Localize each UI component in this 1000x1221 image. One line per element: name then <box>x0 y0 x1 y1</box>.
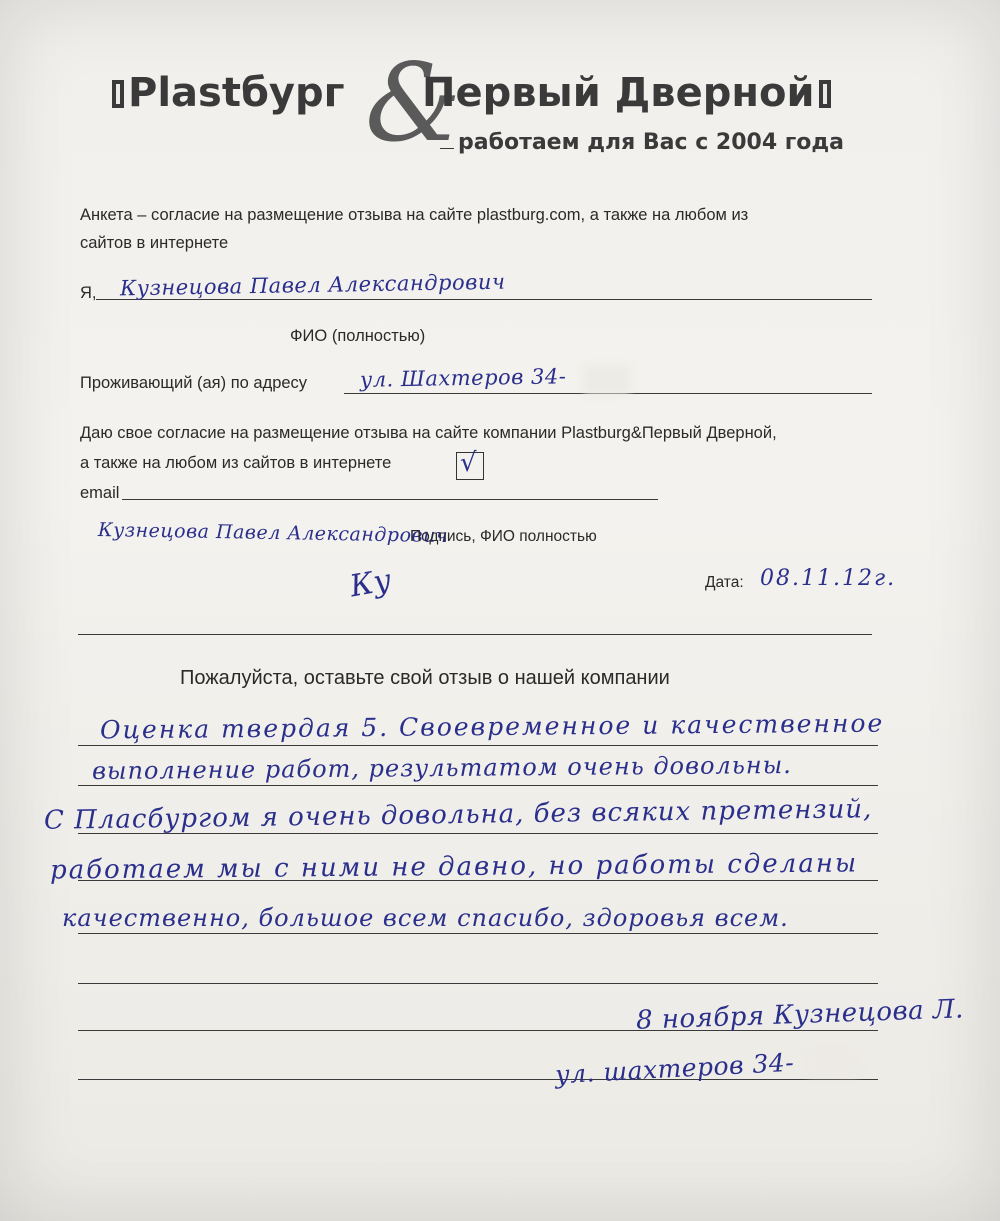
signature-mark: Ку <box>347 562 395 605</box>
name-underline <box>96 299 872 300</box>
name-prefix: Я, <box>80 284 97 302</box>
logo-tagline: работаем для Вас с 2004 года <box>458 130 845 155</box>
separator-line <box>78 634 872 635</box>
consent-line-1: Даю свое согласие на размещение отзыва на сайте компании Plastburg&Первый Дверной, <box>80 424 777 442</box>
logo-plastburg <box>108 70 344 116</box>
logo-left-text: Plastбург <box>128 70 345 116</box>
checkmark-icon: √ <box>460 448 477 478</box>
consent-line-2: а также на любом из сайтов в интернете <box>80 454 392 472</box>
email-label: email <box>80 484 120 502</box>
logo-bar-icon <box>819 80 831 108</box>
tagline-dash <box>440 148 454 149</box>
date-handwritten[interactable]: 08.11.12г. <box>760 566 897 591</box>
email-underline[interactable] <box>122 499 658 500</box>
review-rule-5 <box>78 933 878 934</box>
intro-line-2: сайтов в интернете <box>80 234 229 252</box>
review-address-redaction <box>808 1046 858 1076</box>
logo-bar-icon <box>112 80 124 108</box>
review-line-5[interactable]: качественно, большое всем спасибо, здоровья всем. <box>62 904 789 932</box>
logo-perviy-dvernoy <box>422 70 835 116</box>
review-line-1[interactable]: Оценка твердая 5. Своевременное и качественное <box>99 708 885 745</box>
address-redaction <box>584 366 630 394</box>
review-rule-1 <box>78 745 878 746</box>
name-caption: ФИО (полностью) <box>290 327 426 345</box>
review-line-3[interactable]: С Пласбургом я очень довольна, без всяких претензий, <box>43 794 873 836</box>
logo-right-text: Первый Дверной <box>422 70 815 116</box>
address-label: Проживающий (ая) по адресу <box>80 374 308 392</box>
review-line-2[interactable]: выполнение работ, результатом очень довольны. <box>91 750 792 786</box>
review-rule-6 <box>78 983 878 984</box>
review-line-4[interactable]: работаем мы с ними не давно, но работы сделаны <box>49 848 859 886</box>
signature-caption: Подпись, ФИО полностью <box>410 528 597 545</box>
date-label: Дата: <box>705 574 744 591</box>
review-line-6[interactable]: 8 ноября Кузнецова Л. <box>635 994 965 1036</box>
signature-handwritten[interactable]: Кузнецова Павел Александрович <box>97 518 449 548</box>
review-rule-2 <box>78 785 878 786</box>
address-handwritten[interactable]: ул. Шахтеров 34- <box>359 364 567 392</box>
intro-line-1: Анкета – согласие на размещение отзыва на сайте plastburg.com, а также на любом из <box>80 206 749 224</box>
logo-ampersand: & <box>365 41 462 166</box>
review-line-7[interactable]: ул. шахтеров 34- <box>554 1047 795 1090</box>
review-heading: Пожалуйста, оставьте свой отзыв о нашей компании <box>180 667 670 689</box>
review-rule-8 <box>78 1079 878 1080</box>
name-handwritten[interactable]: Кузнецова Павел Александрович <box>119 269 506 301</box>
